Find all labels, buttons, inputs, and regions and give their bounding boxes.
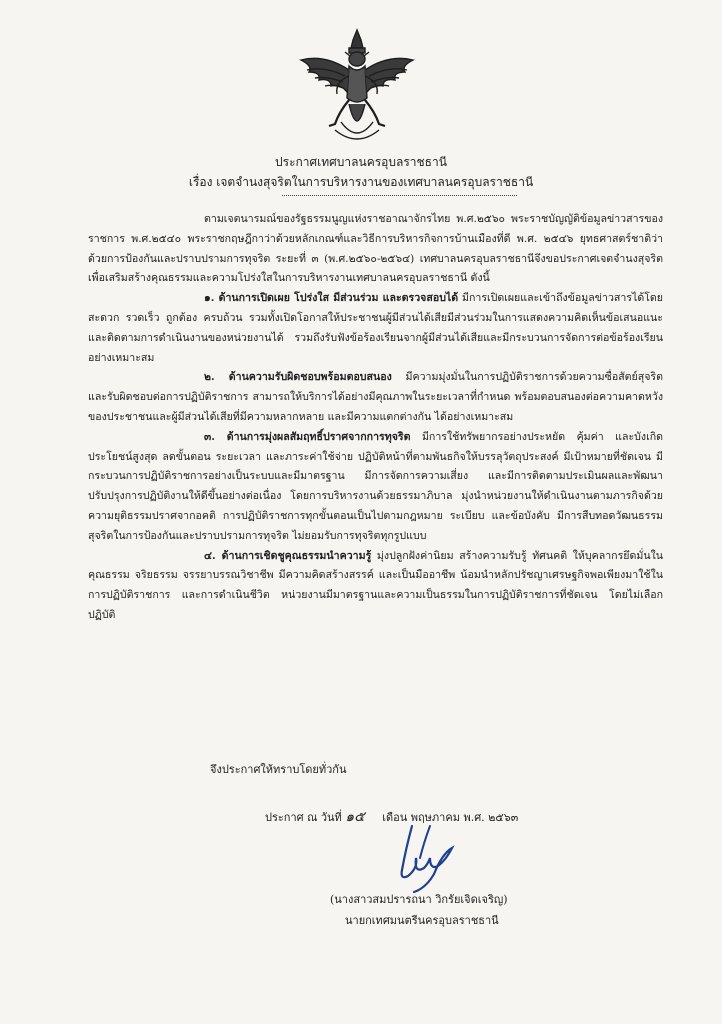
section-heading: ๑. ด้านการเปิดเผย โปร่งใส มีส่วนร่วม และตรวจสอบได้ (204, 292, 459, 305)
date-prefix: ประกาศ ณ วันที่ (265, 811, 342, 824)
announcement-subject: เรื่อง เจตจำนงสุจริตในการบริหารงานของเทศบาลนครอุบลราชธานี (188, 175, 534, 189)
section-text: มีการใช้ทรัพยากรอย่างประหยัด คุ้มค่า และบังเกิดประโยชน์สูงสุด ลดขั้นตอน ระยะเวลา และภาระค่าใช้จ่าย ปฏิบัติหน้าที่ตามพันธกิจให้บรรลุวัตถุประสงค์ มีเป้าหมายที่ชัดเจน มีกระบวนการปฏิบัติราชการอย่างเป็นระบบและมีมาตรฐาน มีการจัดการความเสี่ยง และมีการติดตามประเมินผลและพัฒนาปรับปรุงการปฏิบัติงานให้ดีขึ้นอย่างต่อเนื่อง โดยการบริหารงานด้วยธรรมาภิบาล มุ่งนำหน่วยงานให้ดำเนินงานตามภารกิจด้วยความยุติธรรมปราศจากอคติ การปฏิบัติราชการทุกขั้นตอนเป็นไปตามกฎหมาย ระเบียบ และข้อบังคับ มีการสืบทอดวัฒนธรรมสุจริตในการป้องกันและปราบปรามการทุจริต ไม่ยอมรับการทุจริตทุกรูปแบบ (88, 430, 663, 542)
announcement-title: ประกาศเทศบาลนครอุบลราชธานี (275, 155, 447, 169)
section-text: มีการเปิดเผยและเข้าถึงข้อมูลข่าวสารได้โดยสะดวก รวดเร็ว ถูกต้อง ครบถ้วน รวมทั้งเปิดโอกาสให้ประชาชนผู้มีส่วนได้เสียมีส่วนร่วมในการแสดงความคิดเห็นข้อเสนอแนะและติดตามการดำเนินงานของหน่วยงานได้ รวมถึงรับฟังข้อร้องเรียนจากผู้มีส่วนได้เสียและมีกระบวนการจัดการต่อข้อร้องเรียนอย่างเหมาะสม (88, 292, 663, 364)
signer-position: นายกเทศมนตรีนครอุบลราชธานี (345, 914, 499, 927)
date-day: ๑๕ (345, 809, 365, 825)
garuda-emblem-icon (295, 26, 420, 146)
closing-statement: จึงประกาศให้ทราบโดยทั่วกัน (210, 763, 347, 776)
section-text: มุ่งปลูกฝังค่านิยม สร้างความรับรู้ ทัศนคติ ให้บุคลากรยึดมั่นในคุณธรรม จริยธรรม จรรยาบรรณวิชาชีพ มีความคิดสร้างสรรค์ และเป็นมืออาชีพ น้อมนำหลักปรัชญาเศรษฐกิจพอเพียงมาใช้ในการปฏิบัติราชการ และการดำเนินชีวิต หน่วยงานมีมาตรฐานและความเป็นธรรมในการปฏิบัติราชการที่ชัดเจน โดยไม่เลือกปฏิบัติ (88, 549, 664, 621)
section-heading: ๔. ด้านการเชิดชูคุณธรรมนำความรู้ (204, 549, 372, 562)
header-divider (282, 195, 517, 196)
section-text: มีความมุ่งมั่นในการปฏิบัติราชการด้วยความซื่อสัตย์สุจริต และรับผิดชอบต่อการปฏิบัติราชการ สามารถให้บริการได้อย่างมีคุณภาพในระยะเวลาที่กำหนด พร้อมตอบสนองต่อความคาดหวังของประชาชนและผู้มีส่วนได้เสียที่มีความหลากหลาย และมีความแตกต่างกัน ได้อย่างเหมาะสม (88, 371, 663, 423)
date-month-year: เดือน พฤษภาคม พ.ศ. ๒๕๖๓ (382, 811, 519, 824)
announcement-body (88, 210, 663, 626)
section-heading: ๓. ด้านการมุ่งผลสัมฤทธิ์ปราศจากการทุจริต (204, 430, 411, 443)
section-4 (88, 547, 663, 626)
section-1 (88, 289, 663, 368)
section-heading: ๒. ด้านความรับผิดชอบพร้อมตอบสนอง (204, 371, 392, 384)
signer-name: (นางสาวสมปรารถนา วิกรัยเจิดเจริญ) (330, 893, 508, 906)
document-header (0, 152, 722, 192)
signature-icon (372, 818, 482, 896)
section-3 (88, 428, 663, 547)
section-2 (88, 368, 663, 427)
intro-paragraph: ตามเจตนารมณ์ของรัฐธรรมนูญแห่งราชอาณาจักรไทย พ.ศ.๒๕๖๐ พระราชบัญญัติข้อมูลข่าวสารของราชการ พ.ศ.๒๕๔๐ พระราชกฤษฎีกาว่าด้วยหลักเกณฑ์และวิธีการบริหารกิจการบ้านเมืองที่ดี พ.ศ. ๒๕๔๖ ยุทธศาสตร์ชาติว่าด้วยการป้องกันและปราบปรามการทุจริต ระยะที่ ๓ (พ.ศ.๒๕๖๐-๒๕๖๔) เทศบาลนครอุบลราชธานีจึงขอประกาศเจตจำนงสุจริต เพื่อเสริมสร้างคุณธรรมและความโปร่งใสในการบริหารงานเทศบาลนครอุบลราชธานี ดังนี้ (88, 213, 663, 285)
